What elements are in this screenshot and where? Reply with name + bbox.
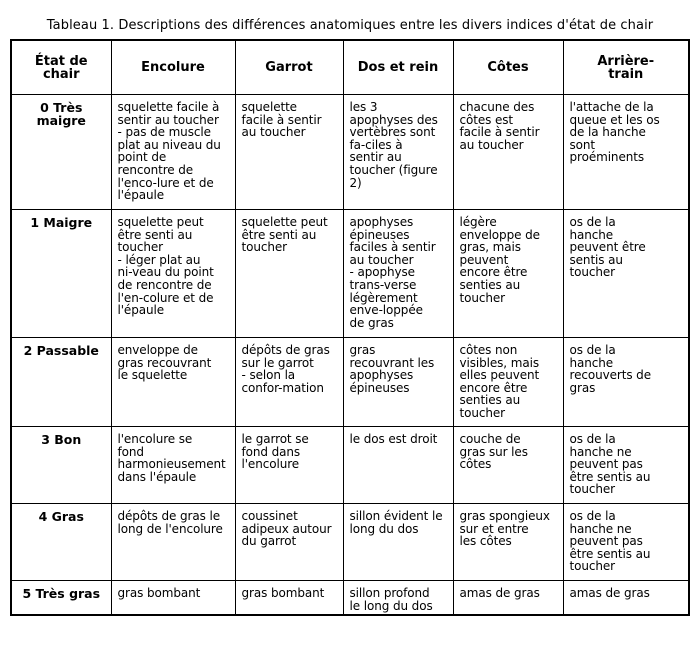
- table-cell: gras bombant: [235, 581, 343, 616]
- column-header-withers: Garrot: [235, 40, 343, 95]
- row-header: 5 Très gras: [11, 581, 111, 616]
- table-cell: os de la hanche ne peuvent pas être sentis au toucher: [563, 427, 689, 504]
- table-cell: coussinet adipeux autour du garrot: [235, 504, 343, 581]
- table-cell: l'encolure se fond harmonieusement dans l'épaule: [111, 427, 235, 504]
- table-cell: squelette facile à sentir au toucher: [235, 95, 343, 210]
- row-header: 1 Maigre: [11, 210, 111, 338]
- row-header: 0 Très maigre: [11, 95, 111, 210]
- column-header-neck: Encolure: [111, 40, 235, 95]
- table-cell: amas de gras: [453, 581, 563, 616]
- table-cell: légère enveloppe de gras, mais peuvent encore être senties au toucher: [453, 210, 563, 338]
- table-cell: enveloppe de gras recouvrant le squelette: [111, 338, 235, 427]
- table-row: [11, 210, 689, 338]
- table-cell: côtes non visibles, mais elles peuvent encore être senties au toucher: [453, 338, 563, 427]
- table-cell: sillon profond le long du dos: [343, 581, 453, 616]
- table-cell: dépôts de gras le long de l'encolure: [111, 504, 235, 581]
- table-cell: amas de gras: [563, 581, 689, 616]
- header-row: [11, 40, 689, 95]
- row-header: 3 Bon: [11, 427, 111, 504]
- table-cell: sillon évident le long du dos: [343, 504, 453, 581]
- table-caption: Tableau 1. Descriptions des différences anatomiques entre les divers indices d'état de chair: [46, 18, 654, 33]
- table-cell: gras spongieux sur et entre les côtes: [453, 504, 563, 581]
- table-row: [11, 581, 689, 616]
- table-cell: gras bombant: [111, 581, 235, 616]
- table-cell: le dos est droit: [343, 427, 453, 504]
- table-cell: l'attache de la queue et les os de la hanche sont proéminents: [563, 95, 689, 210]
- body-condition-table: [10, 39, 690, 616]
- column-header-condition: État de chair: [11, 40, 111, 95]
- column-header-back-loin: Dos et rein: [343, 40, 453, 95]
- table-row: [11, 427, 689, 504]
- row-header: 2 Passable: [11, 338, 111, 427]
- table-row: [11, 95, 689, 210]
- table-cell: gras recouvrant les apophyses épineuses: [343, 338, 453, 427]
- table-cell: os de la hanche recouverts de gras: [563, 338, 689, 427]
- table-row: [11, 504, 689, 581]
- table-cell: le garrot se fond dans l'encolure: [235, 427, 343, 504]
- table-row: [11, 338, 689, 427]
- table-cell: apophyses épineuses faciles à sentir au toucher - apophyse trans-verse légèrement enve-loppée de gras: [343, 210, 453, 338]
- table-cell: les 3 apophyses des vertèbres sont fa-ciles à sentir au toucher (figure 2): [343, 95, 453, 210]
- table-cell: os de la hanche ne peuvent pas être sentis au toucher: [563, 504, 689, 581]
- column-header-ribs: Côtes: [453, 40, 563, 95]
- table-cell: dépôts de gras sur le garrot - selon la confor-mation: [235, 338, 343, 427]
- row-header: 4 Gras: [11, 504, 111, 581]
- table-cell: chacune des côtes est facile à sentir au toucher: [453, 95, 563, 210]
- column-header-hindquarters: Arrière- train: [563, 40, 689, 95]
- table-cell: squelette peut être senti au toucher: [235, 210, 343, 338]
- table-cell: couche de gras sur les côtes: [453, 427, 563, 504]
- table-cell: os de la hanche peuvent être sentis au toucher: [563, 210, 689, 338]
- table-cell: squelette peut être senti au toucher - léger plat au ni-veau du point de rencontre de l'en-colure et de l'épaule: [111, 210, 235, 338]
- table-cell: squelette facile à sentir au toucher - pas de muscle plat au niveau du point de rencontre de l'enco-lure et de l'épaule: [111, 95, 235, 210]
